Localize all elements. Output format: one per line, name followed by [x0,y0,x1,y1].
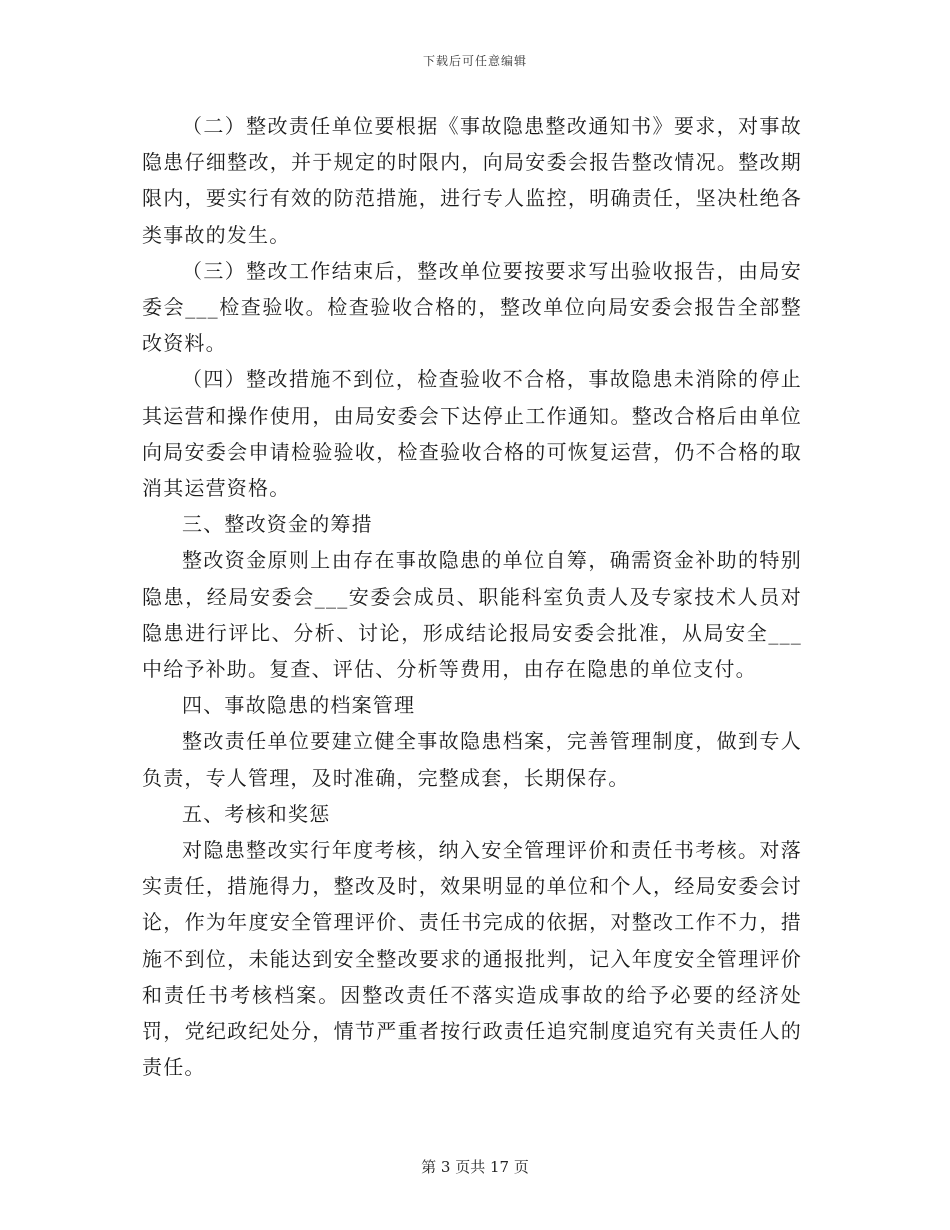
paragraph-rectification-4: （四）整改措施不到位，检查验收不合格，事故隐患未消除的停止其运营和操作使用，由局安委会下达停止工作通知。整改合格后由单位向局安委会申请检验验收，检查验收合格的可恢复运营，仍不合格的取消其运营资格。 [142,367,802,501]
section-heading-funding: 三、整改资金的筹措 [182,512,373,537]
section-heading-assessment: 五、考核和奖惩 [182,801,331,826]
paragraph-rectification-3: （三）整改工作结束后，整改单位要按要求写出验收报告，由局安委会___检查验收。检查验收合格的，整改单位向局安委会报告全部整改资料。 [142,258,802,356]
page-header: 下载后可任意编辑 [422,54,527,68]
document-body [142,108,802,1085]
paragraph-assessment: 对隐患整改实行年度考核，纳入安全管理评价和责任书考核。对落实责任，措施得力，整改及时，效果明显的单位和个人，经局安委会讨论，作为年度安全管理评价、责任书完成的依据，对整改工作不力，措施不到位，未能达到安全整改要求的通报批判，记入年度安全管理评价和责任书考核档案。因整改责任不落实造成事故的给予必要的经济处罚，党纪政纪处分，情节严重者按行政责任追究制度追究有关责任人的责任。 [142,838,802,1080]
paragraph-rectification-2: （二）整改责任单位要根据《事故隐患整改通知书》要求，对事故隐患仔细整改，并于规定的时限内，向局安委会报告整改情况。整改期限内，要实行有效的防范措施，进行专人监控，明确责任，坚决杜绝各类事故的发生。 [142,114,802,247]
paragraph-archives: 整改责任单位要建立健全事故隐患档案，完善管理制度，做到专人负责，专人管理，及时准确，完整成套，长期保存。 [142,729,802,790]
section-heading-archives: 四、事故隐患的档案管理 [182,693,416,718]
paragraph-funding: 整改资金原则上由存在事故隐患的单位自筹，确需资金补助的特别隐患，经局安委会___安委会成员、职能科室负责人及专家技术人员对隐患进行评比、分析、讨论，形成结论报局安委会批准，从局安全___中给予补助。复查、评估、分析等费用，由存在隐患的单位支付。 [142,548,802,682]
page-footer: 第 3 页共 17 页 [421,1158,529,1176]
